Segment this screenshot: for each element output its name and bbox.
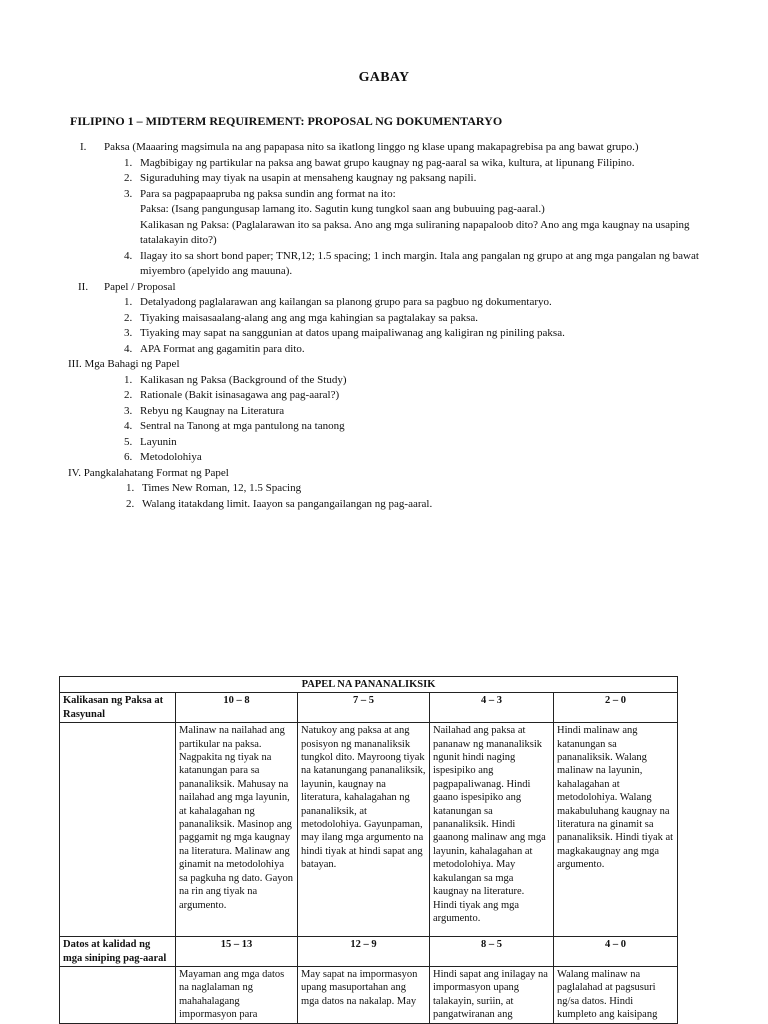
section-3 <box>60 357 700 466</box>
score-range: 15 – 13 <box>176 937 298 967</box>
rubric-table <box>59 676 678 1024</box>
list-item: 6. Metodolohiya <box>124 451 202 463</box>
list-item: 2. Walang itatakdang limit. Iaayon sa pangangailangan ng pag-aaral. <box>126 497 433 510</box>
list-item: 1. Kalikasan ng Paksa (Background of the Study) <box>124 373 347 386</box>
score-range: 4 – 3 <box>430 693 554 723</box>
descriptor-cell: Hindi malinaw ang katanungan sa pananaliksik. Walang malinaw na layunin, kahalagahan at metodolohiya. Walang makabuluhang kaugnay na literatura na ginamit sa pananaliksik. Hindi tiyak at magkakaugnay ang mga argumento. <box>554 723 678 937</box>
section-1-heading: Paksa (Maaaring magsimula na ang papapasa nito sa ikatlong linggo ng klase upang makapagrebisa pa ang bawat grupo.) <box>104 141 639 153</box>
descriptor-cell: Malinaw na nailahad ang partikular na paksa. Nagpakita ng tiyak na katanungan para sa pananaliksik. Mahusay na nailahad ang mga layunin, at kahalagahan ng pananaliksik. Masinop ang paggamit ng mga kaugnay na literatura. Malinaw ang ginamit na metodolohiya sa pagkuha ng dato. Gayon na rin ang tiyak na argumento. <box>176 723 298 937</box>
rubric-title: PAPEL NA PANANALIKSIK <box>60 677 678 693</box>
descriptor-cell: Hindi sapat ang inilagay na impormasyon upang talakayin, suriin, at pangatwiranan ang <box>430 967 554 1024</box>
list-item: 4. Sentral na Tanong at mga pantulong na tanong <box>124 420 345 432</box>
score-range: 10 – 8 <box>176 693 298 723</box>
table-title-row <box>60 677 678 693</box>
document-title: GABAY <box>358 70 410 85</box>
table-row <box>60 723 678 937</box>
table-row <box>60 967 678 1024</box>
score-range: 12 – 9 <box>298 937 430 967</box>
list-item: 3. Rebyu ng Kaugnay na Literatura <box>124 404 285 417</box>
criterion-cell: Kalikasan ng Paksa at Rasyunal <box>60 693 176 723</box>
section-2 <box>60 280 700 358</box>
list-item: 5. Layunin <box>124 435 177 448</box>
table-row <box>60 693 678 723</box>
descriptor-cell: May sapat na impormasyon upang masuportahan ang mga datos na nakalap. May <box>298 967 430 1024</box>
list-item: 4. Ilagay ito sa short bond paper; TNR,12; 1.5 spacing; 1 inch margin. Itala ang pangalan ng grupo at ang mga pangalan ng bawat miyembro (apelyido ang mauuna). <box>124 249 699 277</box>
list-item: 1. Magbibigay ng partikular na paksa ang bawat grupo kaugnay ng pag-aaral sa wika, kultura, at lipunang Filipino. <box>124 156 635 169</box>
criterion-cell: Datos at kalidad ng mga siniping pag-aaral <box>60 937 176 967</box>
section-3-heading: III. Mga Bahagi ng Papel <box>68 358 180 370</box>
list-item: 1. Detalyadong paglalarawan ang kailangan sa planong grupo para sa pagbuo ng dokumentaryo. <box>124 296 552 308</box>
score-range: 7 – 5 <box>298 693 430 723</box>
descriptor-cell: Mayaman ang mga datos na naglalaman ng mahahalagang impormasyon para <box>176 967 298 1024</box>
list-item: 2. Rationale (Bakit isinasagawa ang pag-aaral?) <box>124 389 340 401</box>
list-item: 2. Siguraduhing may tiyak na usapin at mensaheng kaugnay ng paksang napili. <box>124 172 477 184</box>
list-item: 3. Tiyaking may sapat na sanggunian at datos upang maipaliwanag ang kaligiran ng piniling paksa. <box>124 327 565 339</box>
section-1-number: I. <box>80 141 87 153</box>
descriptor-cell: Natukoy ang paksa at ang posisyon ng mananaliksik tungkol dito. Mayroong tiyak na katanungang pananaliksik, layunin, kaugnay na literatura, kahalagahan ng pananaliksik, at metodolohiya. Gayunpaman, may ilang mga argumento na hindi tiyak at hindi sapat ang batayan. <box>298 723 430 937</box>
list-item: 2. Tiyaking maisasaalang-alang ang ang mga kahingian sa pagtalakay sa paksa. <box>124 311 479 324</box>
table-row <box>60 937 678 967</box>
guide-outline <box>60 140 700 512</box>
list-item: 1. Times New Roman, 12, 1.5 Spacing <box>126 482 302 494</box>
empty-cell <box>60 723 176 937</box>
descriptor-cell: Walang malinaw na paglalahad at pagsusuri ng/sa datos. Hindi kumpleto ang kaisipang <box>554 967 678 1024</box>
section-2-heading: Papel / Proposal <box>104 280 176 293</box>
section-4 <box>60 466 700 513</box>
score-range: 2 – 0 <box>554 693 678 723</box>
descriptor-cell: Nailahad ang paksa at pananaw ng mananaliksik ngunit hindi naging ispesipiko ang pagpapaliwanag. Hindi gaano ispesipiko ang katanungan sa pananaliksik. Hindi gaanong malinaw ang mga layunin, kahalagahan at metodolohiya. May kakulangan sa mga kaugnay na literature. Hindi tiyak ang mga argumento. <box>430 723 554 937</box>
score-range: 8 – 5 <box>430 937 554 967</box>
list-item: 4. APA Format ang gagamitin para dito. <box>124 342 305 355</box>
score-range: 4 – 0 <box>554 937 678 967</box>
empty-cell <box>60 967 176 1024</box>
list-item: 3. Para sa pagpapaapruba ng paksa sundin ang format na ito: Paksa: (Isang pangungusap lamang ito. Sagutin kung tungkol saan ang bubuuing pag-aaral.) Kalikasan ng Paksa: (Paglalarawan ito sa paksa. Ano ang mga suliraning napapaloob dito? Ano ang mga kaugnay na usaping tatalakayin dito?) <box>124 187 690 246</box>
section-2-number: II. <box>78 280 89 293</box>
section-1 <box>60 140 700 280</box>
section-4-heading: IV. Pangkalahatang Format ng Papel <box>68 466 229 479</box>
document-subtitle: FILIPINO 1 – MIDTERM REQUIREMENT: PROPOSAL NG DOKUMENTARYO <box>70 114 503 128</box>
